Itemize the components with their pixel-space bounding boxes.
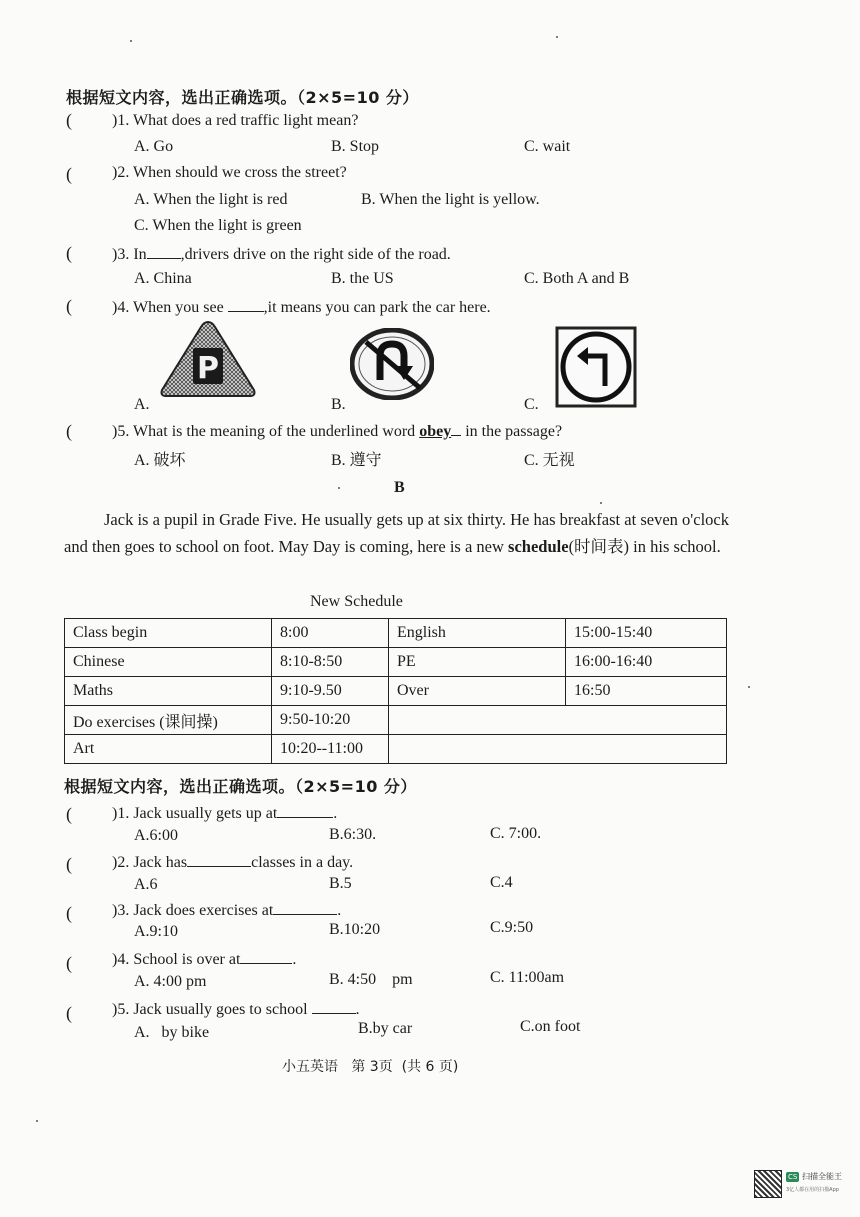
question-stem	[112, 949, 296, 969]
option-b: B. the US	[331, 270, 394, 287]
underline-tail	[451, 421, 461, 436]
option-a: A. Go	[134, 138, 174, 155]
question-stem	[112, 421, 562, 441]
answer-paren: (	[66, 164, 72, 184]
table-row	[65, 648, 727, 677]
table-cell: 8:10-8:50	[272, 648, 389, 677]
stem-post: .	[292, 951, 297, 968]
option-b: B.6:30.	[329, 826, 377, 843]
option-b: B.5	[329, 875, 352, 892]
option-c: C. wait	[524, 138, 571, 155]
table-row	[65, 706, 727, 735]
stem-post: classes in a day.	[251, 854, 354, 871]
table-cell: 8:00	[272, 619, 389, 648]
table-row	[65, 619, 727, 648]
no-u-turn-sign-icon	[350, 328, 434, 400]
question-stem	[112, 999, 360, 1019]
qr-code-icon	[754, 1170, 782, 1198]
underlined-word: obey	[419, 423, 452, 440]
question-stem	[112, 900, 341, 920]
answer-paren: (	[66, 804, 72, 824]
passage	[64, 506, 729, 560]
parking-triangle-sign-icon	[158, 318, 258, 400]
table-cell: 15:00-15:40	[566, 619, 727, 648]
answer-blank	[277, 803, 333, 818]
option-c: C. 11:00am	[490, 969, 565, 986]
stem-pre: )3. In	[112, 246, 147, 263]
answer-blank	[273, 900, 337, 915]
stem-post: ,it means you can park the car here.	[263, 299, 491, 316]
option-a: A. by bike	[134, 1024, 210, 1041]
stem-post: .	[355, 1001, 360, 1018]
stem-pre: )2. Jack has	[112, 854, 188, 871]
option-c: C. When the light is green	[134, 217, 302, 234]
table-cell: 16:50	[566, 677, 727, 706]
table-cell: 16:00-16:40	[566, 648, 727, 677]
option-b: B.	[331, 396, 346, 413]
scan-speck	[600, 502, 602, 504]
option-b: B. When the light is yellow.	[361, 191, 540, 208]
table-cell: Art	[65, 735, 272, 764]
question-stem	[112, 803, 337, 823]
answer-paren: (	[66, 1003, 72, 1023]
option-c: C.on foot	[520, 1018, 581, 1035]
table-cell: Chinese	[65, 648, 272, 677]
scan-speck	[556, 36, 558, 38]
table-row	[65, 677, 727, 706]
option-a: A. When the light is red	[134, 191, 288, 208]
answer-paren: (	[66, 110, 72, 130]
answer-blank	[228, 297, 264, 312]
sign-letter: P	[197, 351, 219, 386]
table-cell: 9:50-10:20	[272, 706, 389, 735]
answer-paren: (	[66, 421, 72, 441]
scanner-logo-icon: CS	[788, 1173, 798, 1181]
stem-post: ,drivers drive on the right side of the road.	[180, 246, 451, 263]
stem-post: .	[333, 805, 338, 822]
table-cell: Maths	[65, 677, 272, 706]
scan-speck	[748, 686, 750, 688]
stem-pre: )3. Jack does exercises at	[112, 902, 274, 919]
passage-text-end: (时间表) in his school.	[568, 537, 721, 556]
table-cell: 10:20--11:00	[272, 735, 389, 764]
option-a: A.9:10	[134, 923, 178, 940]
option-c: C.	[524, 396, 539, 413]
scan-speck	[130, 40, 132, 42]
answer-paren: (	[66, 296, 72, 316]
answer-paren: (	[66, 243, 72, 263]
option-a: A.6:00	[134, 827, 178, 844]
option-a: A. China	[134, 270, 192, 287]
scanner-tagline: 3亿人都在用的扫描App	[786, 1187, 839, 1193]
option-c: C. 无视	[524, 452, 575, 469]
option-b: B.10:20	[329, 921, 381, 938]
page-footer: 小五英语 第 3页 (共 6 页)	[282, 1059, 459, 1075]
section-b-title: B	[394, 479, 405, 496]
scan-speck	[338, 487, 340, 489]
table-cell: Class begin	[65, 619, 272, 648]
stem-post: in the passage?	[465, 423, 563, 440]
table-cell: PE	[389, 648, 566, 677]
table-title: New Schedule	[310, 593, 403, 610]
answer-blank	[312, 999, 356, 1014]
passage-bold-word: schedule	[508, 537, 569, 556]
option-b: B.by car	[358, 1020, 413, 1037]
option-a: A.6	[134, 876, 158, 893]
option-b: B. 遵守	[331, 452, 382, 469]
option-a: A. 4:00 pm	[134, 973, 207, 990]
table-row	[65, 735, 727, 764]
question-stem	[112, 852, 353, 872]
stem-post: .	[337, 902, 342, 919]
passage-text: Jack is a pupil in Grade Five. He usually gets up at six thirty. He has breakfast at seven o'clock and then goes to school on foot. May Day is coming, here is a new	[64, 510, 729, 556]
answer-paren: (	[66, 953, 72, 973]
option-b: B. 4:50 pm	[329, 971, 413, 988]
table-cell	[389, 706, 727, 735]
option-c: C. 7:00.	[490, 825, 542, 842]
scanner-app-name: 扫描全能王	[802, 1172, 842, 1181]
table-cell: Do exercises (课间操)	[65, 706, 272, 735]
left-turn-sign-icon	[555, 326, 637, 408]
scan-speck	[36, 1120, 38, 1122]
option-b: B. Stop	[331, 138, 380, 155]
option-a: A. 破坏	[134, 452, 186, 469]
table-cell: English	[389, 619, 566, 648]
table-cell	[389, 735, 727, 764]
stem-pre: )1. Jack usually gets up at	[112, 805, 278, 822]
table-cell: Over	[389, 677, 566, 706]
question-stem	[112, 297, 491, 317]
question-stem	[112, 244, 451, 264]
answer-blank	[187, 852, 251, 867]
section-b-heading: 根据短文内容，选出正确选项。（2×5=10 分）	[64, 777, 417, 796]
option-a: A.	[134, 396, 150, 413]
option-c: C. Both A and B	[524, 270, 630, 287]
question-stem: )2. When should we cross the street?	[112, 164, 347, 181]
answer-paren: (	[66, 854, 72, 874]
stem-pre: )4. School is over at	[112, 951, 241, 968]
question-stem: )1. What does a red traffic light mean?	[112, 112, 359, 129]
stem-pre: )4. When you see	[112, 299, 224, 316]
section-a-heading: 根据短文内容，选出正确选项。（2×5=10 分）	[66, 88, 419, 107]
option-c: C.4	[490, 874, 513, 891]
answer-blank	[240, 949, 292, 964]
stem-pre: )5. Jack usually goes to school	[112, 1001, 308, 1018]
option-c: C.9:50	[490, 919, 534, 936]
schedule-table	[64, 618, 727, 764]
table-cell: 9:10-9.50	[272, 677, 389, 706]
answer-paren: (	[66, 903, 72, 923]
stem-pre: )5. What is the meaning of the underlined word	[112, 423, 416, 440]
answer-blank	[147, 244, 181, 259]
